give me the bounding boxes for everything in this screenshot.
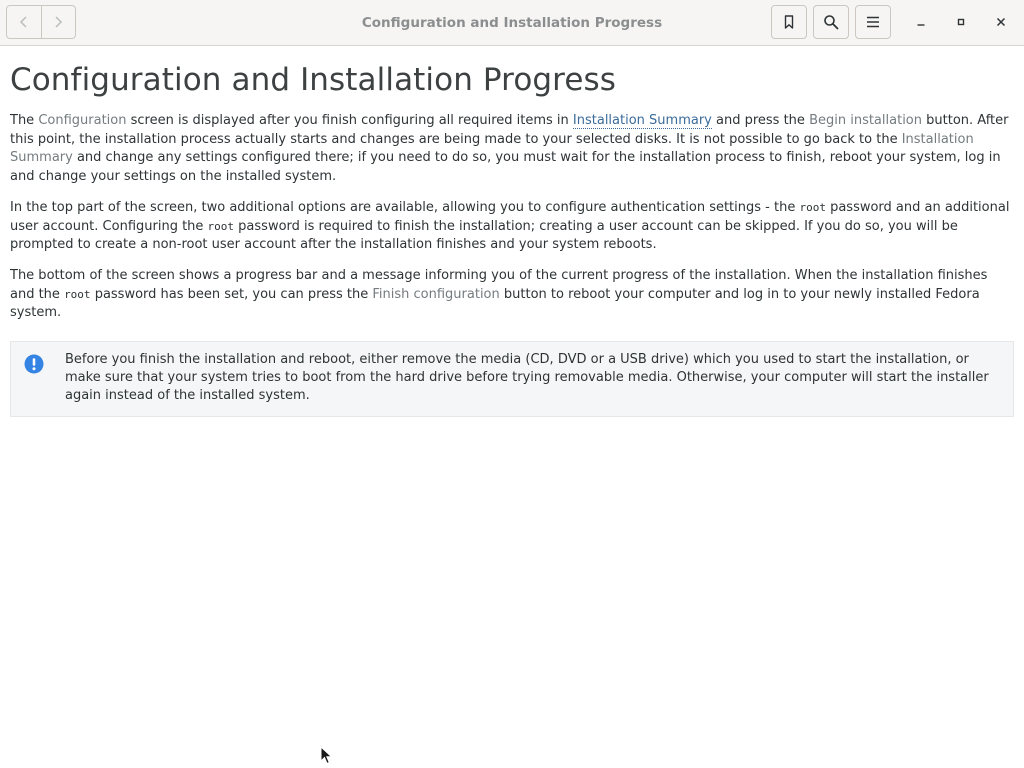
text: button. After this point, the installation process actually starts and changes are being made to your selected disks. It is not possible to go back to the xyxy=(10,113,1009,147)
header-bar xyxy=(0,0,1024,46)
text: password is required to finish the installation; creating a user account can be skipped. If you do so, you will be prompted to create a non-root user account after the installation finishes and your system reboots. xyxy=(10,218,958,253)
text: button to reboot your computer and log in to your newly installed Fedora system. xyxy=(10,286,980,321)
text: screen is displayed after you finish configuring all required items in xyxy=(126,113,573,128)
text: The xyxy=(10,113,39,128)
paragraph-progress-bar xyxy=(10,267,1014,323)
back-button[interactable] xyxy=(7,6,41,38)
text: The bottom of the screen shows a progress bar and a message informing you of the current progress of the installation. When the installation finishes and the xyxy=(10,267,988,302)
search-icon xyxy=(823,14,839,30)
text: password has been set, you can press the xyxy=(90,286,373,302)
search-button[interactable] xyxy=(813,5,849,39)
page-title: Configuration and Installation Progress xyxy=(10,62,617,98)
chevron-left-icon xyxy=(17,15,31,29)
term-configuration: Configuration xyxy=(38,113,127,128)
bookmark-button[interactable] xyxy=(771,5,807,39)
chevron-right-icon xyxy=(51,15,65,29)
term-begin-installation: Begin installation xyxy=(809,113,922,128)
help-page-content xyxy=(10,47,1014,417)
note-text: Before you finish the installation and reboot, either remove the media (CD, DVD or a USB drive) which you used to start the installation, or make sure that your system tries to boot from the hard drive before trying removable media. Otherwise, your computer will start the installer again instead of the installed system. xyxy=(65,352,989,404)
bookmark-icon xyxy=(781,14,797,30)
hamburger-menu-icon xyxy=(865,14,881,30)
exclamation-info-icon xyxy=(24,354,44,374)
maximize-button[interactable] xyxy=(947,8,975,36)
minimize-icon xyxy=(915,16,927,28)
text: and press the xyxy=(711,113,810,128)
important-note xyxy=(10,341,1014,417)
installation-summary-link[interactable]: Installation Summary xyxy=(572,113,712,128)
code-root: root xyxy=(207,219,235,233)
code-root: root xyxy=(799,200,826,214)
minimize-button[interactable] xyxy=(907,8,935,36)
close-button[interactable] xyxy=(987,8,1015,36)
paragraph-authentication-settings xyxy=(10,199,1014,255)
code-root: root xyxy=(64,287,91,301)
forward-button[interactable] xyxy=(41,6,76,38)
menu-button[interactable] xyxy=(855,5,891,39)
term-installation-summary: Installation Summary xyxy=(10,131,974,166)
maximize-icon xyxy=(955,16,967,28)
text: and change any settings configured there; if you need to do so, you must wait for the installation process to finish, reboot your system, log in and change your settings on the installed system. xyxy=(10,150,1001,185)
paragraph-configuration-screen xyxy=(10,112,1014,187)
window-title: Configuration and Installation Progress xyxy=(361,15,663,31)
close-icon xyxy=(995,16,1007,28)
text: password and an additional user account. Configuring the xyxy=(10,199,1010,234)
term-finish-configuration: Finish configuration xyxy=(372,286,500,302)
text: In the top part of the screen, two additional options are available, allowing you to configure authentication settings - the xyxy=(10,199,800,215)
mouse-cursor-icon xyxy=(320,746,334,766)
navigation-buttons xyxy=(6,5,76,39)
